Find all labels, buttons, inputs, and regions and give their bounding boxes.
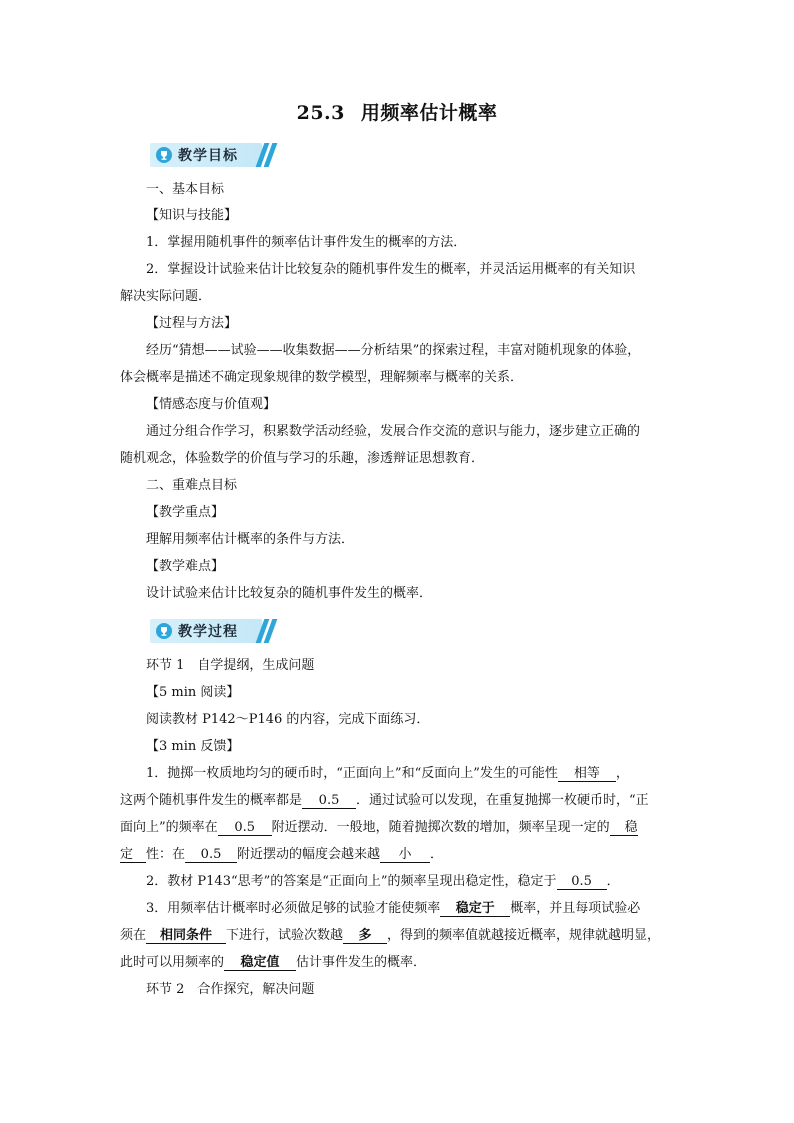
knowledge-heading: 【知识与技能】 <box>146 208 238 223</box>
answer-blank: 0.5 <box>302 793 356 809</box>
answer-blank: 相同条件 <box>146 928 226 944</box>
step-2-heading: 环节 2 合作探究，解决问题 <box>146 982 315 997</box>
question-1-line-4: 定 性：在 0.5 附近摆动的幅度会越来越 小 ． <box>120 847 444 862</box>
question-1-line-3: 面向上”的频率在 0.5 附近摆动．一般地，随着抛掷次数的增加，频率呈现一定的 稳 <box>120 820 638 835</box>
difficulty-text: 设计试验来估计比较复杂的随机事件发生的概率． <box>146 586 433 601</box>
answer-blank: 小 <box>380 847 430 863</box>
question-3-line-3: 此时可以用频率的 稳定值 估计事件发生的概率． <box>120 955 427 970</box>
answer-blank: 稳定于 <box>440 901 510 917</box>
question-2: 2．教材 P143“思考”的答案是“正面向上”的频率呈现出稳定性，稳定于 0.5 ． <box>146 874 620 889</box>
difficulty-heading: 【教学难点】 <box>146 559 225 574</box>
answer-blank: 0.5 <box>557 874 607 890</box>
focus-heading: 【教学重点】 <box>146 505 225 520</box>
basic-goals-heading: 一、基本目标 <box>146 182 225 197</box>
answer-blank: 定 <box>120 847 146 863</box>
answer-blank: 多 <box>343 928 387 944</box>
process-method-text: 经历“猜想——试验——收集数据——分析结果”的探索过程，丰富对随机现象的体验， <box>146 343 641 358</box>
question-1-line-2: 这两个随机事件发生的概率都是 0.5 ．通过试验可以发现，在重复抛掷一枚硬币时，“正 <box>120 793 649 808</box>
process-banner-label: 教学过程 <box>178 624 238 640</box>
answer-blank: 0.5 <box>218 820 272 836</box>
reading-heading: 【5 min 阅读】 <box>146 685 240 700</box>
step-1-heading: 环节 1 自学提纲，生成问题 <box>146 658 315 673</box>
key-goals-heading: 二、重难点目标 <box>146 478 238 493</box>
emotion-text: 通过分组合作学习，积累数学活动经验，发展合作交流的意识与能力，逐步建立正确的 <box>146 424 641 439</box>
answer-blank: 稳 <box>610 820 638 836</box>
answer-blank: 稳定值 <box>224 955 296 971</box>
answer-blank: 0.5 <box>185 847 237 863</box>
page-title <box>0 98 794 125</box>
section-number: 25.3 <box>296 102 345 124</box>
goals-banner-label: 教学目标 <box>178 148 238 164</box>
question-3-line-2: 须在 相同条件 下进行，试验次数越 多 ，得到的频率值就越接近概率，规律就越明显， <box>120 928 661 943</box>
process-banner <box>150 619 272 643</box>
knowledge-item-1: 1．掌握用随机事件的频率估计事件发生的概率的方法． <box>146 235 467 250</box>
process-method-heading: 【过程与方法】 <box>146 316 238 331</box>
knowledge-item-2-cont: 解决实际问题． <box>120 289 212 304</box>
trophy-icon <box>156 147 172 163</box>
process-method-text-cont: 体会概率是描述不确定现象规律的数学模型，理解频率与概率的关系． <box>120 370 524 385</box>
feedback-heading: 【3 min 反馈】 <box>146 739 240 754</box>
question-1-line-1: 1．抛掷一枚质地均匀的硬币时，“正面向上”和“反面向上”发生的可能性 相等 ， <box>146 766 629 781</box>
answer-blank: 相等 <box>558 766 616 782</box>
trophy-icon <box>156 623 172 639</box>
emotion-heading: 【情感态度与价值观】 <box>146 397 277 412</box>
focus-text: 理解用频率估计概率的条件与方法． <box>146 532 355 547</box>
goals-banner <box>150 143 272 167</box>
knowledge-item-2: 2．掌握设计试验来估计比较复杂的随机事件发生的概率，并灵活运用概率的有关知识 <box>146 262 636 277</box>
reading-text: 阅读教材 P142～P146 的内容，完成下面练习． <box>146 712 430 727</box>
section-title: 用频率估计概率 <box>360 102 498 124</box>
emotion-text-cont: 随机观念，体验数学的价值与学习的乐趣，渗透辩证思想教育． <box>120 451 485 466</box>
question-3-line-1: 3．用频率估计概率时必须做足够的试验才能使频率 稳定于 概率，并且每项试验必 <box>146 901 641 916</box>
